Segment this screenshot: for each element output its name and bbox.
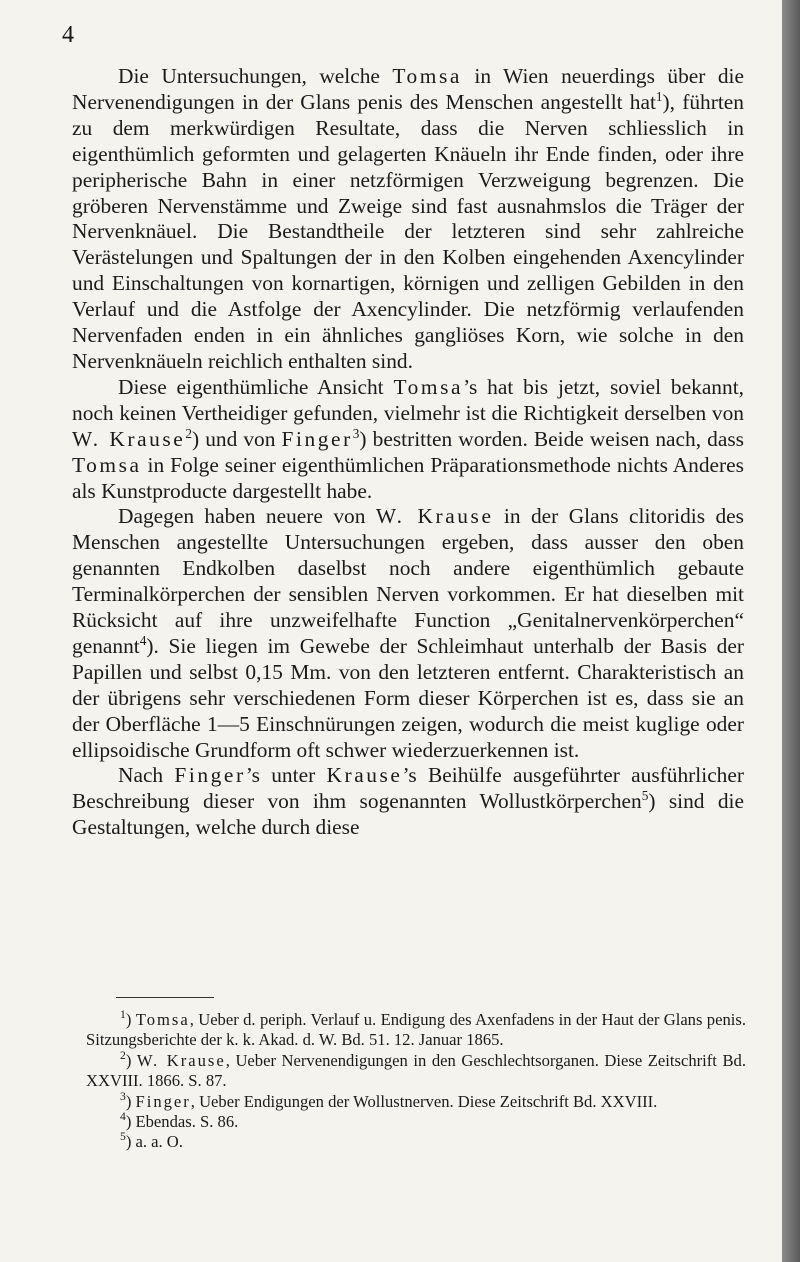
text-run: in der Glans clitoridis des Menschen angestellte Untersuchungen ergeben, dass ausser den oben genannten Endkolben daselbst noch andere eigenthümlich gebaute Terminalkörperchen der sensiblen Nerven vorkommen. Er hat dieselben mit Rücksicht auf ihre unzweifelhafte Function „Genitalnervenkörperchen“ genannt: [72, 504, 744, 658]
footnote-marker: 1: [120, 1007, 126, 1021]
author-name: Tomsa: [135, 1010, 190, 1029]
text-run: , Ueber Endigungen der Wollustnerven. Diese Zeitschrift Bd. XXVIII.: [190, 1091, 658, 1111]
text-run: Die Untersuchungen, welche: [118, 64, 393, 88]
author-name: Finger: [135, 1091, 191, 1111]
footnote-marker: 5: [641, 788, 649, 804]
author-name: W. Krause: [375, 504, 494, 529]
text-run: ): [125, 1050, 137, 1070]
footnote: [86, 1109, 746, 1132]
author-name: Finger: [174, 763, 246, 788]
footnote-marker: 1: [655, 88, 663, 104]
footnote-marker: 4: [120, 1109, 126, 1123]
text-run: ) und von: [191, 426, 282, 451]
text-run: , Ueber d. periph. Verlauf u. Endigung des Axenfadens in der Haut der Glans penis. Sitzungsberichte der k. k. Akad. d. W. Bd. 51. 12. Januar 1865.: [86, 1010, 746, 1050]
text-run: Nach: [118, 763, 175, 788]
text-run: in Folge seiner eigenthümlichen Präparationsmethode nichts Anderes als Kunstproducte dargestellt habe.: [72, 452, 744, 503]
text-run: Dagegen haben neuere von: [118, 504, 376, 529]
text-run: ): [125, 1010, 136, 1029]
footnote: [86, 1048, 746, 1092]
footnote: [86, 1132, 746, 1152]
footnotes: [86, 1007, 746, 1153]
text-run: ) Ebendas. S. 86.: [125, 1112, 239, 1132]
page-edge: [782, 0, 800, 1262]
text-run: ’s Beihülfe ausgeführter ausführlicher Beschreibung dieser von ihm sogenannten Wollustkörperchen: [72, 763, 744, 814]
text-run: , Ueber Nervenendigungen in den Geschlechtsorganen. Diese Zeitschrift Bd. XXVIII. 1866. S. 87.: [86, 1050, 746, 1091]
author-name: Tomsa: [392, 64, 462, 88]
paragraph: [72, 504, 744, 763]
page-number: 4: [62, 22, 74, 48]
footnote: [86, 1007, 746, 1051]
author-name: W. Krause: [136, 1050, 226, 1070]
paragraph: [72, 763, 744, 841]
text-run: ). Sie liegen im Gewebe der Schleimhaut unterhalb der Basis der Papillen und selbst 0,15 Mm. von den letzteren entfernt. Charakteristisch an der übrigens sehr verschiedenen Form dieser Körperchen ist es, dass sie an der Oberfläche 1—5 Einschnürungen zeigen, wodurch die meist kuglige oder ellipsoidische Grundform oft schwer wiederzuerkennen ist.: [72, 633, 744, 762]
footnote-marker: 2: [185, 425, 192, 441]
footnote-marker: 2: [120, 1048, 126, 1062]
text-run: in Wien neuerdings über die Nervenendigungen in der Glans penis des Menschen angestellt hat: [72, 64, 744, 114]
footnote-marker: 3: [352, 425, 360, 441]
paragraph: [72, 64, 744, 375]
paragraph: [72, 375, 744, 505]
text-run: ): [125, 1091, 136, 1111]
author-name: W. Krause: [72, 426, 186, 451]
text-run: ’s hat bis jetzt, soviel bekannt, noch keinen Vertheidiger gefunden, vielmehr ist die Richtigkeit derselben von: [72, 374, 744, 425]
author-name: Tomsa: [72, 452, 142, 477]
text-run: ), führten zu dem merkwürdigen Resultate, dass die Nerven schliesslich in eigenthümlich geformten und gelagerten Knäueln ihr Ende finden, oder ihre peripherische Bahn in einer netzförmigen Verzweigung begrenzen. Die gröberen Nervenstämme und Zweige sind fast ausnahmslos die Träger der Nervenknäuel. Die Bestandtheile der letzteren sind sehr zahlreiche Verästelungen und Spaltungen der in den Kolben eingehenden Axencylinder und Einschaltungen von kornartigen, körnigen und zelligen Gebilden in den Verlauf und die Astfolge der Axencylinder. Die netzförmig verlaufenden Nervenfaden enden in ein ähnliches gangliöses Korn, wie solche in den Nervenknäueln reichlich enthalten sind.: [72, 89, 744, 373]
body-text: [72, 64, 744, 841]
footnote-separator: [116, 997, 214, 998]
text-run: ) a. a. O.: [125, 1132, 183, 1152]
text-run: ) bestritten worden. Beide weisen nach, dass: [359, 426, 744, 451]
text-run: ) sind die Gestaltungen, welche durch diese: [72, 789, 744, 840]
footnote-marker: 5: [120, 1130, 126, 1144]
author-name: Tomsa: [393, 374, 464, 399]
author-name: Finger: [281, 426, 353, 451]
footnote: [86, 1089, 746, 1112]
author-name: Krause: [326, 763, 403, 788]
footnote-marker: 4: [139, 632, 147, 648]
text-run: Diese eigenthümliche Ansicht: [118, 374, 394, 399]
text-run: ’s unter: [245, 763, 327, 788]
footnote-marker: 3: [120, 1089, 126, 1103]
